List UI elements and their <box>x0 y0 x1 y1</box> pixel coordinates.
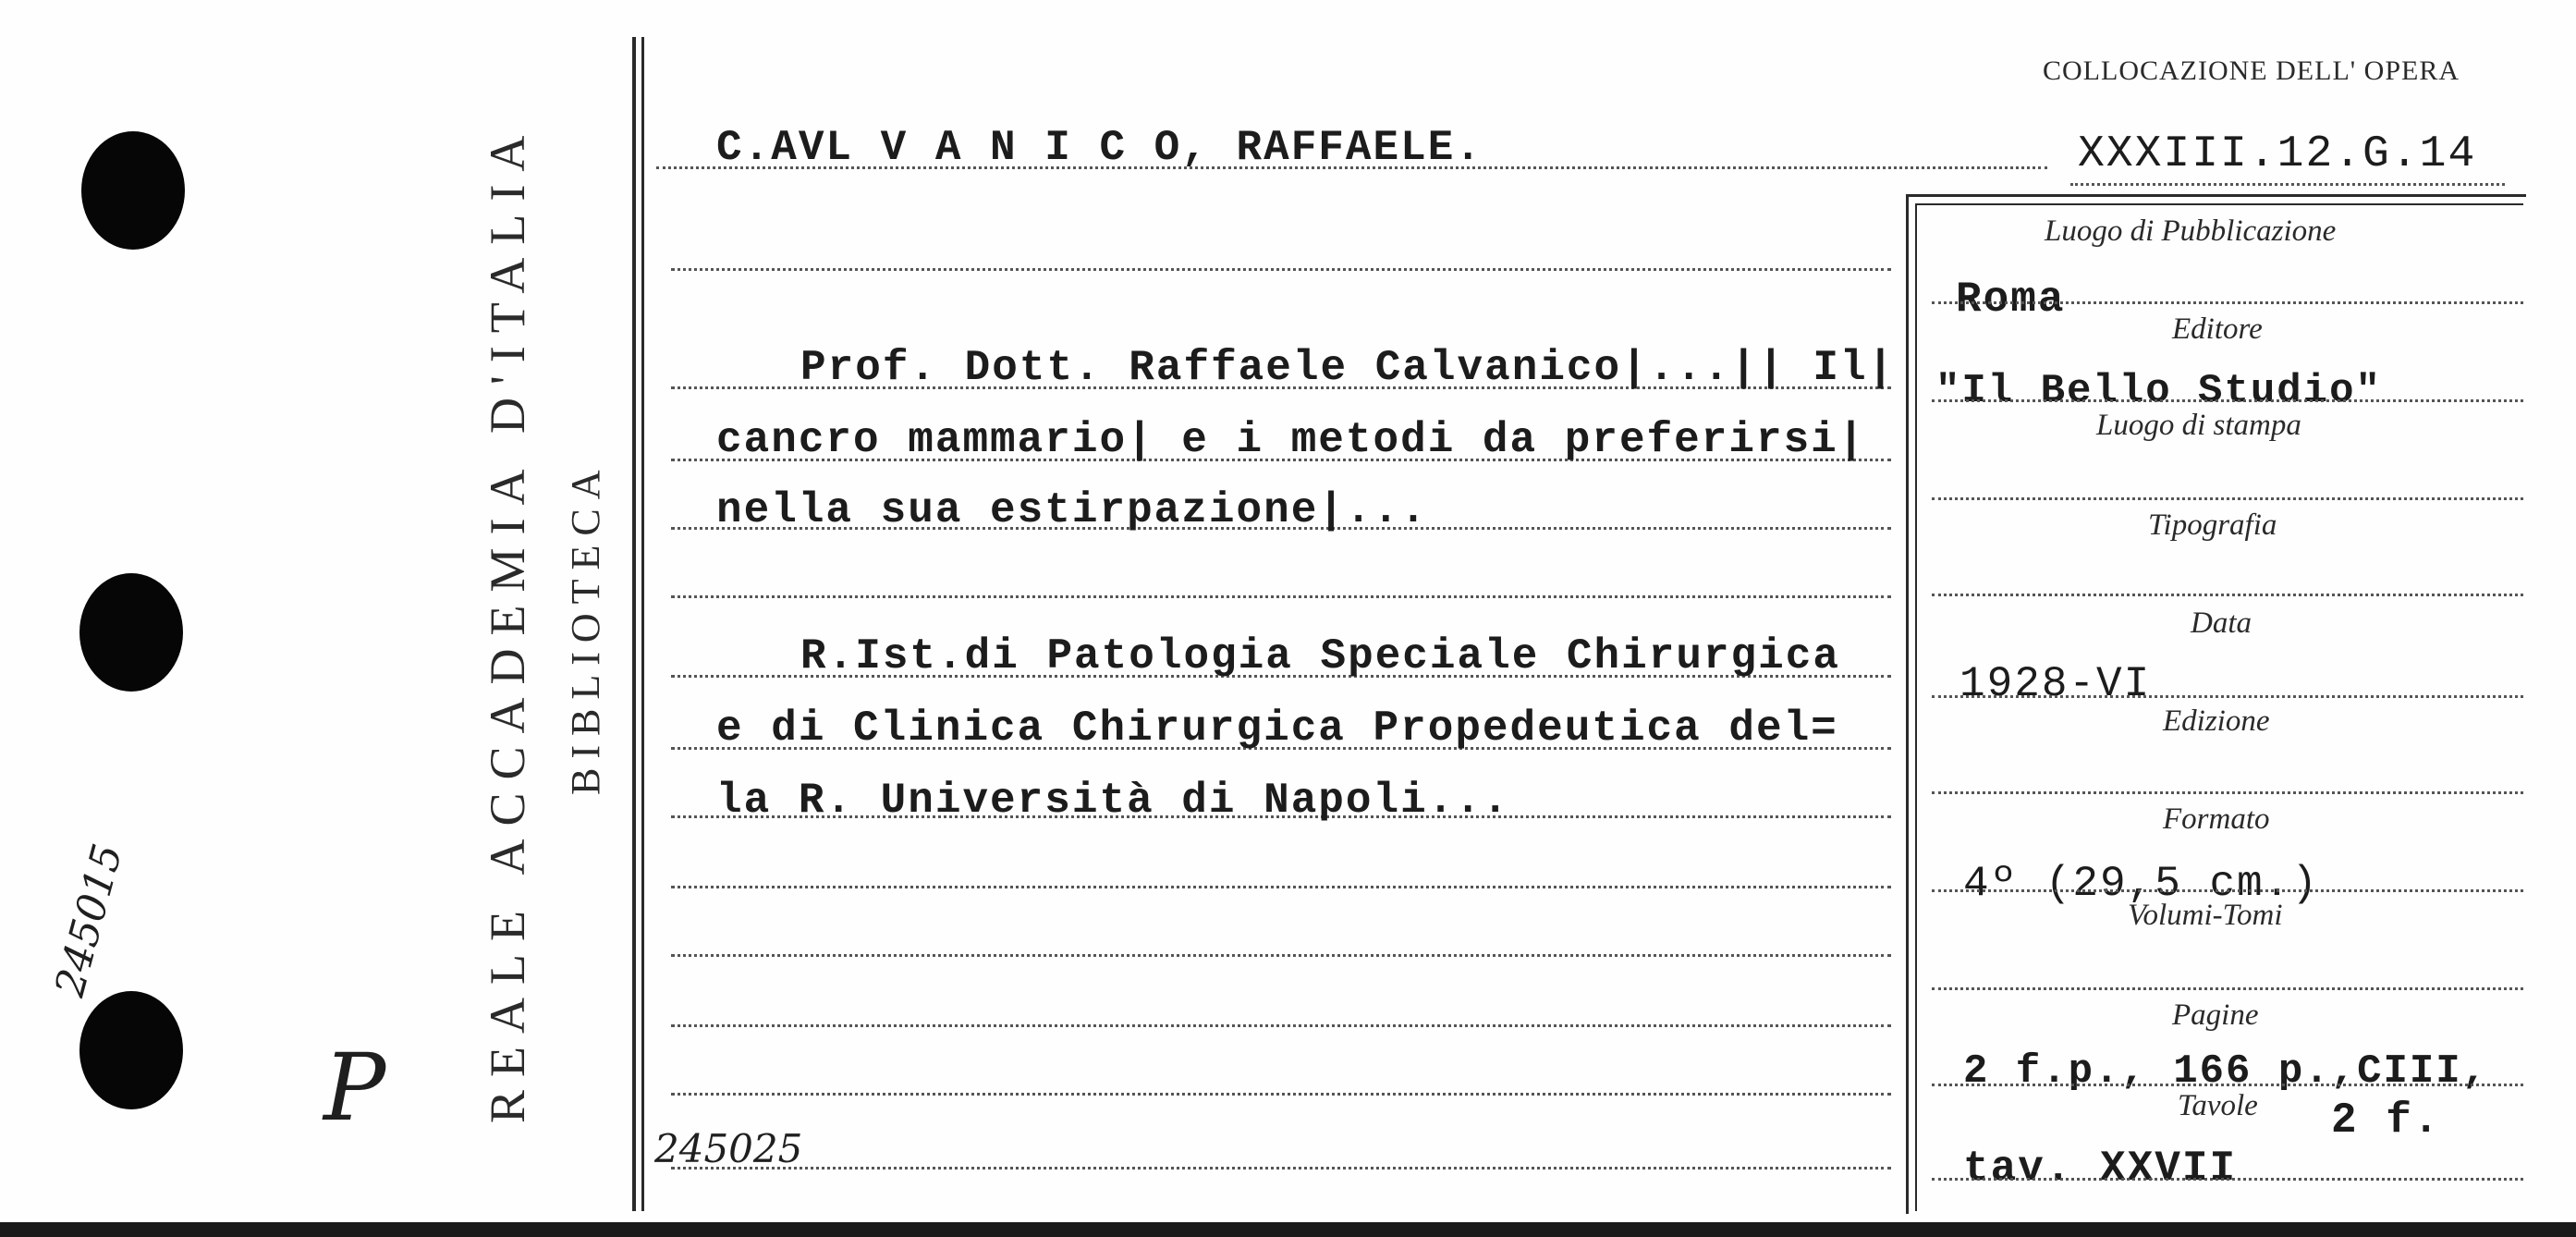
punch-hole-top <box>81 131 185 250</box>
value-editore: "Il Bello Studio" <box>1935 368 2382 414</box>
field-line <box>1932 399 2523 402</box>
title-line-2: cancro mammario| e i metodi da preferirsi| <box>716 416 1866 464</box>
title-line-3: nella sua estirpazione|... <box>716 486 1428 534</box>
label-volumi-tomi: Volumi-Tomi <box>2128 899 2283 932</box>
collocation-line <box>2070 183 2505 186</box>
field-line <box>1932 889 2523 892</box>
field-line <box>1932 1178 2523 1181</box>
left-margin-rule-inner <box>641 37 644 1211</box>
field-line <box>1932 301 2523 304</box>
punch-hole-middle <box>79 573 183 692</box>
author-heading: C.AVL V A N I C O, RAFFAELE. <box>716 124 1483 172</box>
institute-line-2: e di Clinica Chirurgica Propedeutica del= <box>716 704 1838 753</box>
field-line <box>1932 987 2523 990</box>
ruled-line <box>671 1093 1891 1096</box>
ruled-line <box>656 166 2047 169</box>
label-editore: Editore <box>2172 312 2263 346</box>
label-luogo-pubblicazione: Luogo di Pubblicazione <box>2045 214 2337 248</box>
label-luogo-stampa: Luogo di stampa <box>2096 409 2301 442</box>
collocation-value: XXXIII.12.G.14 <box>2078 129 2477 179</box>
handwritten-letter: P <box>324 1034 386 1142</box>
field-line <box>1932 791 2523 794</box>
label-formato: Formato <box>2163 802 2270 836</box>
details-box-top-inner-rule <box>1915 203 2523 205</box>
ruled-line <box>671 1024 1891 1027</box>
handwritten-side-number: 245015 <box>46 839 132 1002</box>
details-box-inner-rule <box>1915 203 1917 1211</box>
label-edizione: Edizione <box>2163 704 2270 738</box>
label-tavole: Tavole <box>2178 1089 2258 1122</box>
collocation-label: COLLOCAZIONE DELL' OPERA <box>2043 55 2460 86</box>
label-pagine: Pagine <box>2172 998 2259 1032</box>
value-tavole-fogli: 2 f. <box>2331 1096 2441 1145</box>
value-pagine: 2 f.p., 166 p.,CIII, <box>1963 1048 2489 1095</box>
ruled-line <box>671 1167 1891 1170</box>
value-formato: 4º (29,5 cm.) <box>1963 860 2319 908</box>
ruled-line <box>671 886 1891 888</box>
field-line <box>1932 594 2523 596</box>
field-line <box>1932 1084 2523 1086</box>
institute-line-3: la R. Università di Napoli... <box>716 777 1510 825</box>
library-name: BIBLIOTECA <box>563 460 608 795</box>
ruled-line <box>671 954 1891 957</box>
card-bottom-edge <box>0 1222 2576 1237</box>
institute-line-1: R.Ist.di Patologia Speciale Chirurgica <box>800 632 1840 680</box>
handwritten-accession-number: 245025 <box>654 1126 803 1171</box>
field-line <box>1932 695 2523 698</box>
ruled-line <box>671 595 1891 598</box>
value-luogo-pubblicazione: Roma <box>1956 276 2066 324</box>
field-line <box>1932 497 2523 500</box>
title-line-1: Prof. Dott. Raffaele Calvanico|...|| Il| <box>800 344 1896 392</box>
ruled-line <box>671 268 1891 271</box>
punch-hole-bottom <box>79 991 183 1109</box>
label-data: Data <box>2191 606 2252 640</box>
label-tipografia: Tipografia <box>2148 508 2277 542</box>
value-data: 1928-VI <box>1959 660 2152 708</box>
left-margin-rule-outer <box>632 37 636 1211</box>
institution-name: REALE ACCADEMIA D'ITALIA <box>480 122 535 1123</box>
value-tavole: tav. XXVII <box>1963 1145 2238 1193</box>
